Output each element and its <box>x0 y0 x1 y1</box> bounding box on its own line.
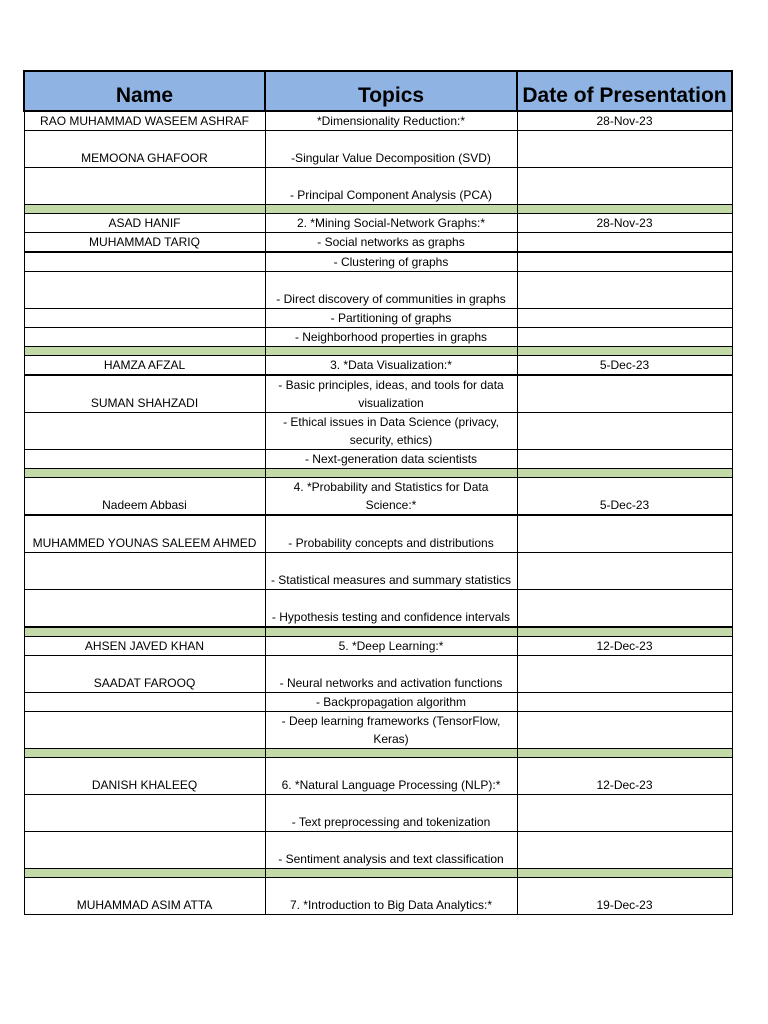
date-cell <box>517 252 732 272</box>
table-row <box>24 553 732 590</box>
date-cell <box>517 375 732 413</box>
date-cell <box>517 309 732 328</box>
name-cell: AHSEN JAVED KHAN <box>24 637 265 656</box>
topics-column-header: Topics <box>265 71 517 111</box>
date-cell <box>517 712 732 749</box>
header-row <box>24 71 732 111</box>
name-cell <box>24 553 265 590</box>
date-cell <box>517 168 732 205</box>
group-separator <box>24 749 732 758</box>
topic-cell: - Social networks as graphs <box>265 233 517 253</box>
name-cell <box>24 450 265 469</box>
table-row <box>24 252 732 272</box>
table-row <box>24 450 732 469</box>
table-row <box>24 832 732 869</box>
name-cell: SAADAT FAROOQ <box>24 656 265 693</box>
name-cell: DANISH KHALEEQ <box>24 758 265 795</box>
table-row <box>24 168 732 205</box>
table-row <box>24 233 732 253</box>
table-row <box>24 637 732 656</box>
topic-cell: 5. *Deep Learning:* <box>265 637 517 656</box>
date-cell <box>517 272 732 309</box>
topic-cell: 2. *Mining Social-Network Graphs:* <box>265 214 517 233</box>
topic-cell: 4. *Probability and Statistics for Data Science:* <box>265 478 517 516</box>
table-row <box>24 356 732 376</box>
name-cell: RAO MUHAMMAD WASEEM ASHRAF <box>24 111 265 131</box>
topic-cell: - Direct discovery of communities in graphs <box>265 272 517 309</box>
group-separator <box>24 627 732 637</box>
name-cell <box>24 693 265 712</box>
table-row <box>24 214 732 233</box>
name-cell: MEMOONA GHAFOOR <box>24 131 265 168</box>
date-cell <box>517 656 732 693</box>
date-cell <box>517 795 732 832</box>
group-separator <box>24 347 732 356</box>
name-cell <box>24 590 265 628</box>
presentation-schedule-table <box>23 70 733 915</box>
date-cell <box>517 832 732 869</box>
table-row <box>24 693 732 712</box>
date-cell <box>517 553 732 590</box>
name-cell: HAMZA AFZAL <box>24 356 265 376</box>
topic-cell: *Dimensionality Reduction:* <box>265 111 517 131</box>
table-row <box>24 878 732 915</box>
date-column-header: Date of Presentation <box>517 71 732 111</box>
table-row <box>24 795 732 832</box>
name-cell <box>24 413 265 450</box>
date-cell <box>517 450 732 469</box>
table-row <box>24 272 732 309</box>
table-row <box>24 111 732 131</box>
topic-cell: -Singular Value Decomposition (SVD) <box>265 131 517 168</box>
group-separator <box>24 205 732 214</box>
name-cell <box>24 832 265 869</box>
date-cell: 19-Dec-23 <box>517 878 732 915</box>
topic-cell: - Principal Component Analysis (PCA) <box>265 168 517 205</box>
name-cell <box>24 712 265 749</box>
date-cell: 28-Nov-23 <box>517 111 732 131</box>
topic-cell: - Statistical measures and summary statistics <box>265 553 517 590</box>
topic-cell: - Backpropagation algorithm <box>265 693 517 712</box>
date-cell <box>517 590 732 628</box>
table-row <box>24 758 732 795</box>
date-cell <box>517 131 732 168</box>
name-cell: MUHAMMAD ASIM ATTA <box>24 878 265 915</box>
table-row <box>24 515 732 553</box>
date-cell <box>517 693 732 712</box>
name-cell: SUMAN SHAHZADI <box>24 375 265 413</box>
topic-cell: - Neural networks and activation functions <box>265 656 517 693</box>
name-cell <box>24 168 265 205</box>
date-cell: 5-Dec-23 <box>517 478 732 516</box>
topic-cell: - Hypothesis testing and confidence intervals <box>265 590 517 628</box>
date-cell: 12-Dec-23 <box>517 758 732 795</box>
topic-cell: - Partitioning of graphs <box>265 309 517 328</box>
name-cell <box>24 272 265 309</box>
table-row <box>24 590 732 628</box>
date-cell <box>517 515 732 553</box>
group-separator <box>24 469 732 478</box>
table-row <box>24 309 732 328</box>
name-column-header: Name <box>24 71 265 111</box>
table-row <box>24 328 732 347</box>
name-cell <box>24 795 265 832</box>
name-cell: MUHAMMAD TARIQ <box>24 233 265 253</box>
topic-cell: - Text preprocessing and tokenization <box>265 795 517 832</box>
date-cell: 28-Nov-23 <box>517 214 732 233</box>
date-cell <box>517 413 732 450</box>
name-cell <box>24 309 265 328</box>
date-cell <box>517 328 732 347</box>
table-row <box>24 131 732 168</box>
date-cell <box>517 233 732 253</box>
topic-cell: - Basic principles, ideas, and tools for data visualization <box>265 375 517 413</box>
topic-cell: 6. *Natural Language Processing (NLP):* <box>265 758 517 795</box>
topic-cell: 3. *Data Visualization:* <box>265 356 517 376</box>
table-row <box>24 413 732 450</box>
name-cell <box>24 328 265 347</box>
table-row <box>24 656 732 693</box>
name-cell: MUHAMMED YOUNAS SALEEM AHMED <box>24 515 265 553</box>
topic-cell: - Sentiment analysis and text classification <box>265 832 517 869</box>
table-row <box>24 375 732 413</box>
topic-cell: - Ethical issues in Data Science (privacy, security, ethics) <box>265 413 517 450</box>
topic-cell: - Next-generation data scientists <box>265 450 517 469</box>
date-cell: 12-Dec-23 <box>517 637 732 656</box>
topic-cell: - Probability concepts and distributions <box>265 515 517 553</box>
topic-cell: - Deep learning frameworks (TensorFlow, Keras) <box>265 712 517 749</box>
topic-cell: 7. *Introduction to Big Data Analytics:* <box>265 878 517 915</box>
topic-cell: - Clustering of graphs <box>265 252 517 272</box>
table-row <box>24 712 732 749</box>
name-cell <box>24 252 265 272</box>
group-separator <box>24 869 732 878</box>
name-cell: Nadeem Abbasi <box>24 478 265 516</box>
table-row <box>24 478 732 516</box>
name-cell: ASAD HANIF <box>24 214 265 233</box>
date-cell: 5-Dec-23 <box>517 356 732 376</box>
topic-cell: - Neighborhood properties in graphs <box>265 328 517 347</box>
